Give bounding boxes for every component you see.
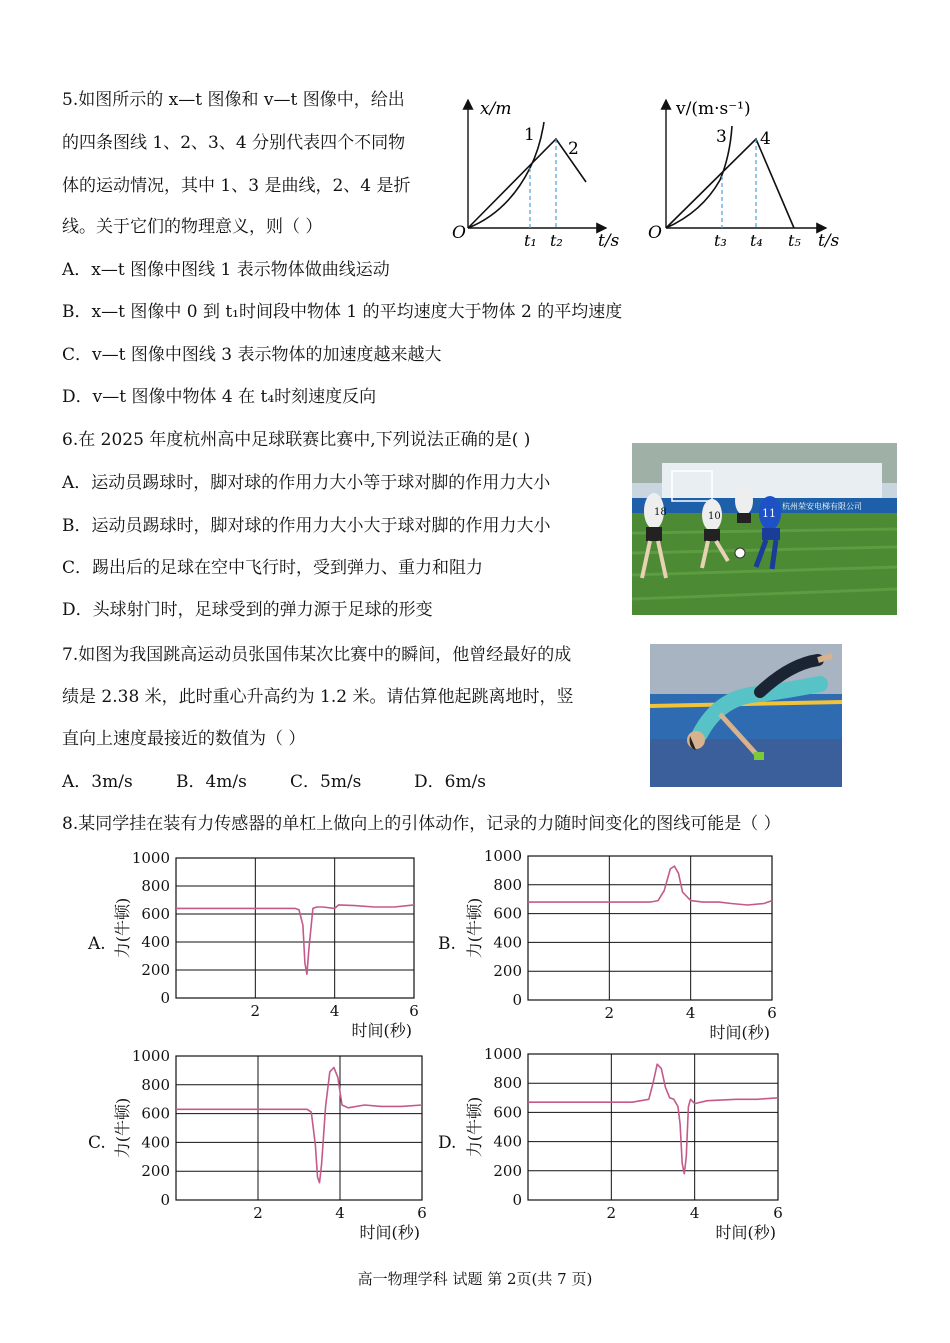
- q5-option-c: C．v—t 图像中图线 3 表示物体的加速度越来越大: [62, 345, 442, 365]
- chart-b-ytick: 200: [493, 962, 522, 981]
- q8-option-c-label: C.: [88, 1133, 106, 1153]
- chart-c-xlabel: 时间(秒): [359, 1223, 420, 1240]
- chart-b-xtick: 2: [604, 1004, 615, 1022]
- chart-c-ytick: 0: [160, 1191, 170, 1209]
- chart-a-ytick: 0: [160, 989, 170, 1007]
- xt-t1: t₁: [524, 231, 537, 250]
- xt-curve-2-label: 2: [568, 139, 579, 159]
- soccer-jersey-number-11: 11: [762, 507, 776, 520]
- chart-c-xtick: 6: [417, 1204, 427, 1222]
- chart-c-ytick: 400: [141, 1133, 170, 1152]
- xt-curve-1-label: 1: [524, 125, 535, 145]
- chart-b-ytick: 400: [493, 933, 522, 952]
- q5-line-4: 线。关于它们的物理意义，则（ ）: [62, 217, 323, 237]
- xt-xlabel: t/s: [598, 231, 620, 251]
- q8-option-d-label: D.: [438, 1133, 457, 1153]
- chart-c-ytick: 1000: [131, 1047, 170, 1065]
- chart-a-ytick: 400: [141, 933, 170, 951]
- xt-ylabel: x/m: [480, 99, 512, 119]
- vt-ylabel: v/(m·s⁻¹): [676, 99, 751, 119]
- chart-d-ytick: 800: [493, 1074, 522, 1093]
- force-chart-b: [462, 848, 792, 1040]
- xt-origin: O: [452, 223, 466, 243]
- chart-b-xtick: 4: [685, 1004, 696, 1022]
- chart-a-xtick: 6: [409, 1002, 419, 1020]
- chart-a-frame: [176, 858, 414, 998]
- q7-line-1: 7.如图为我国跳高运动员张国伟某次比赛中的瞬间，他曾经最好的成: [62, 645, 572, 665]
- q6-option-d: D．头球射门时，足球受到的弹力源于足球的形变: [62, 600, 433, 620]
- chart-d-force-line: [528, 1064, 778, 1174]
- vt-t4: t₄: [750, 231, 763, 250]
- chart-c-ylabel: 力(牛顿): [113, 1097, 132, 1159]
- q8-option-a-label: A.: [88, 934, 106, 954]
- chart-a-ytick: 600: [141, 905, 170, 923]
- q5-option-b: B．x—t 图像中 0 到 t₁时间段中物体 1 的平均速度大于物体 2 的平均速度: [62, 302, 623, 322]
- chart-d-ytick: 0: [512, 1191, 522, 1209]
- q7-line-2: 绩是 2.38 米，此时重心升高约为 1.2 米。请估算他起跳离地时，竖: [62, 687, 574, 707]
- chart-b-frame: [528, 856, 772, 1000]
- soccer-jersey-number-18: 18: [654, 507, 667, 518]
- q7-option-b: B．4m/s: [176, 772, 247, 792]
- chart-d-xlabel: 时间(秒): [715, 1223, 776, 1240]
- chart-c-frame: [176, 1056, 422, 1200]
- q6-option-a: A．运动员踢球时，脚对球的作用力大小等于球对脚的作用力大小: [62, 473, 551, 493]
- chart-a-ytick: 200: [141, 961, 170, 979]
- q8-option-b-label: B.: [438, 934, 456, 954]
- chart-d-frame: [528, 1054, 778, 1200]
- chart-a-ytick: 1000: [131, 849, 170, 867]
- q5-vt-graph: [646, 92, 846, 252]
- vt-curve-3-label: 3: [716, 127, 727, 147]
- q5-option-d: D．v—t 图像中物体 4 在 t₄时刻速度反向: [62, 387, 377, 407]
- q5-xt-graph: [448, 92, 628, 252]
- force-chart-a: [110, 848, 430, 1040]
- chart-a-xtick: 2: [250, 1002, 261, 1020]
- chart-d-ytick: 400: [493, 1132, 522, 1151]
- q6-option-b: B．运动员踢球时，脚对球的作用力大小大于球对脚的作用力大小: [62, 516, 551, 536]
- chart-b-ytick: 0: [512, 991, 522, 1009]
- q7-option-c: C．5m/s: [290, 772, 362, 792]
- chart-a-xtick: 4: [329, 1002, 340, 1020]
- q7-option-a: A．3m/s: [62, 772, 133, 792]
- q7-line-3: 直向上速度最接近的数值为（ ）: [62, 729, 306, 749]
- vt-origin: O: [648, 223, 662, 243]
- chart-c-ytick: 200: [141, 1162, 170, 1181]
- chart-d-xtick: 2: [606, 1204, 617, 1222]
- chart-d-xtick: 4: [689, 1204, 700, 1222]
- q5-line-1: 5.如图所示的 x—t 图像和 v—t 图像中，给出: [62, 90, 405, 110]
- vt-t5: t₅: [788, 231, 801, 250]
- high-jump-photo: [650, 644, 842, 787]
- chart-a-ylabel: 力(牛顿): [113, 897, 132, 959]
- xt-t2: t₂: [550, 231, 563, 250]
- chart-c-ytick: 600: [141, 1104, 170, 1123]
- chart-d-xtick: 6: [773, 1204, 783, 1222]
- soccer-photo: [632, 443, 897, 615]
- chart-b-ylabel: 力(牛顿): [465, 897, 484, 959]
- chart-c-xtick: 4: [335, 1204, 345, 1222]
- chart-d-ytick: 1000: [483, 1046, 522, 1063]
- q6-option-c: C．踢出后的足球在空中飞行时，受到弹力、重力和阻力: [62, 558, 484, 578]
- chart-b-ytick: 600: [493, 904, 522, 923]
- vt-curve-4-label: 4: [760, 129, 771, 149]
- chart-d-ytick: 600: [493, 1103, 522, 1122]
- chart-d-ytick: 200: [493, 1161, 522, 1180]
- chart-c-ytick: 800: [141, 1075, 170, 1094]
- force-chart-c: [110, 1046, 440, 1240]
- chart-a-force-line: [176, 905, 414, 974]
- page-footer: 高一物理学科 试题 第 2页(共 7 页): [357, 1270, 593, 1288]
- chart-b-ytick: 800: [493, 875, 522, 894]
- q5-line-3: 体的运动情况，其中 1、3 是曲线，2、4 是折: [62, 176, 411, 196]
- force-chart-d: [462, 1046, 792, 1240]
- q7-option-d: D．6m/s: [414, 772, 487, 792]
- q6-stem: 6.在 2025 年度杭州高中足球联赛比赛中,下列说法正确的是( ): [62, 430, 531, 450]
- chart-b-force-line: [528, 866, 772, 905]
- soccer-jersey-number-10: 10: [708, 511, 721, 522]
- soccer-banner-text: 杭州荣安电梯有限公司: [782, 502, 862, 511]
- chart-c-xtick: 2: [253, 1204, 263, 1222]
- q8-stem: 8.某同学挂在装有力传感器的单杠上做向上的引体动作，记录的力随时间变化的图线可能是（ ）: [62, 814, 781, 834]
- chart-a-xlabel: 时间(秒): [351, 1021, 412, 1040]
- q5-line-2: 的四条图线 1、2、3、4 分别代表四个不同物: [62, 133, 406, 153]
- vt-xlabel: t/s: [818, 231, 840, 251]
- chart-a-ytick: 800: [141, 877, 170, 895]
- chart-b-xtick: 6: [767, 1004, 777, 1022]
- chart-b-xlabel: 时间(秒): [709, 1023, 770, 1040]
- chart-d-ylabel: 力(牛顿): [465, 1096, 484, 1158]
- q5-option-a: A．x—t 图像中图线 1 表示物体做曲线运动: [62, 260, 390, 280]
- chart-b-ytick: 1000: [483, 848, 522, 865]
- vt-t3: t₃: [714, 231, 727, 250]
